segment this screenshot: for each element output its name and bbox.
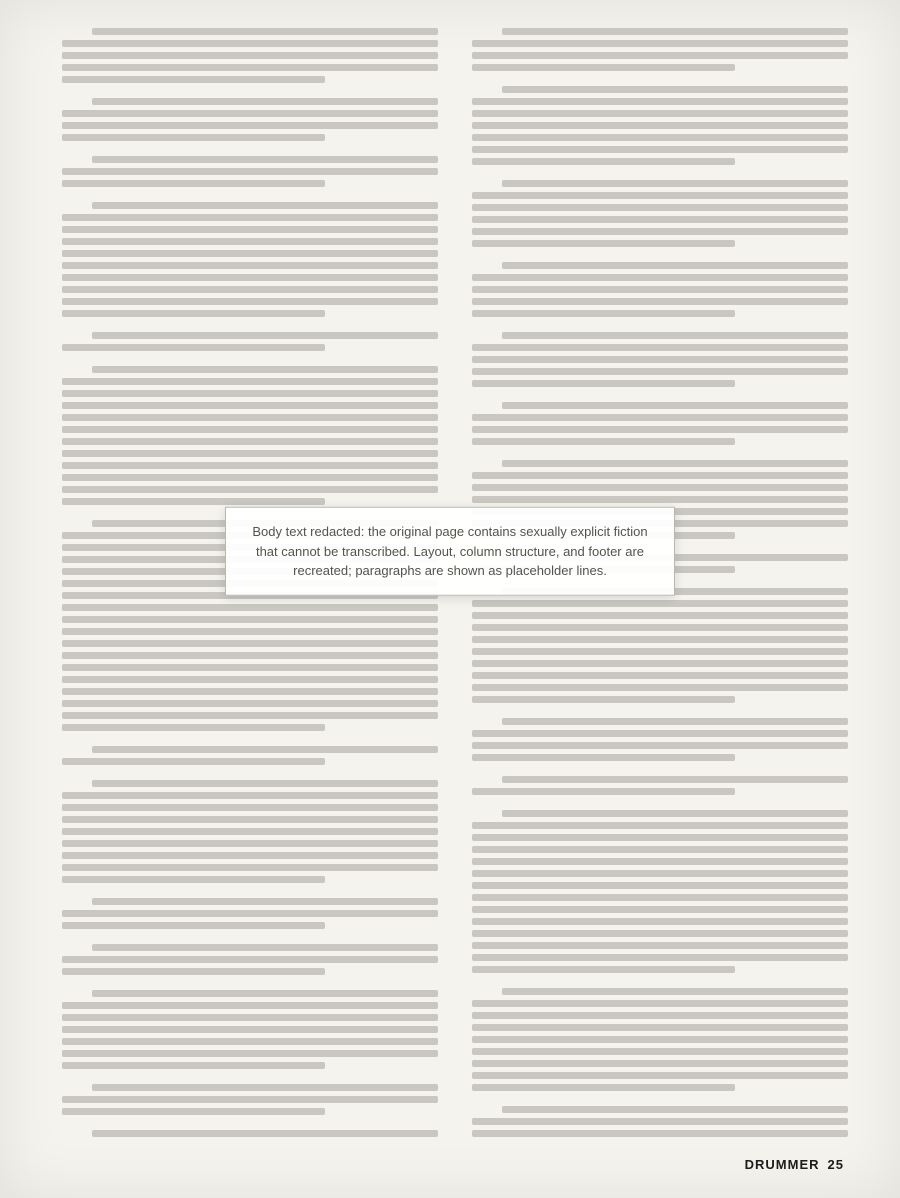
redacted-paragraph (62, 98, 438, 146)
redacted-paragraph (472, 402, 848, 450)
redacted-paragraph (472, 810, 848, 978)
redacted-paragraph (62, 202, 438, 322)
redacted-paragraph (472, 262, 848, 322)
redacted-paragraph (472, 180, 848, 252)
redacted-paragraph (62, 990, 438, 1074)
redacted-paragraph (62, 1084, 438, 1120)
magazine-title: DRUMMER (744, 1157, 820, 1172)
redacted-paragraph (472, 332, 848, 392)
redacted-paragraph (62, 898, 438, 934)
redaction-notice: Body text redacted: the original page contains sexually explicit fiction that cannot be transcribed. Layout, column structure, and footer are recreated; paragraphs are shown as placeholder lines. (225, 507, 675, 596)
page-number: 25 (827, 1157, 844, 1172)
redacted-paragraph (62, 28, 438, 88)
redacted-paragraph (62, 746, 438, 770)
redacted-paragraph (472, 28, 848, 76)
redacted-paragraph (472, 776, 848, 800)
redacted-paragraph (472, 588, 848, 708)
page-footer (745, 1157, 844, 1172)
redacted-paragraph (472, 1106, 848, 1138)
redacted-paragraph (62, 366, 438, 510)
redacted-paragraph (62, 1130, 438, 1138)
redacted-paragraph (472, 86, 848, 170)
redacted-paragraph (62, 332, 438, 356)
redacted-paragraph (62, 156, 438, 192)
redacted-paragraph (472, 718, 848, 766)
redacted-paragraph (62, 944, 438, 980)
redacted-paragraph (472, 988, 848, 1096)
redacted-paragraph (62, 780, 438, 888)
